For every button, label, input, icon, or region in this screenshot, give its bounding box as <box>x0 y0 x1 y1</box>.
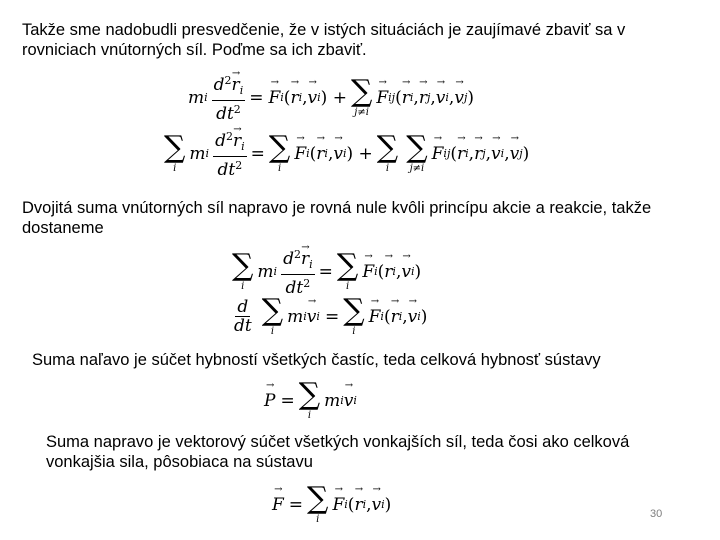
equation-momentum-derivative: $\frac{d}{dt}$ ∑ i m i → v i = ∑ i → F i ( → r i , → v i ) <box>228 296 427 337</box>
paragraph-right-sum: Suma napravo je vektorový súčet všetkých vonkajších síl, teda čosi ako celková vonkajšia sila, pôsobiaca na sústavu <box>46 433 630 471</box>
equation-newton-single: m i $\frac{d^2\to r_i}{dt^2}$ = → F i ( → r i , → v i ) + ∑ j≠i → F ij ( → r i , → r j , → v i , → v j ) <box>188 72 474 123</box>
paragraph-double-sum: Dvojitá suma vnútorných síl napravo je rovná nule kvôli princípu akcie a reakcie, takže dostaneme <box>22 199 652 237</box>
equation-newton-summed: ∑ i m i $\frac{d^2\to r_i}{dt^2}$ = ∑ i → F i ( → r i , → v i ) + ∑ i ∑ j≠i → F ij ( → r i , → r j , → v i , → v j ) <box>160 128 529 179</box>
paragraph-intro: Takže sme nadobudli presvedčenie, že v istých situáciách je zaujímavé zbaviť sa v rovniciach vnútorných síl. Poďme sa ich zbaviť. <box>22 21 626 59</box>
paragraph-left-sum: Suma naľavo je súčet hybností všetkých častíc, teda celková hybnosť sústavy <box>32 351 601 369</box>
equation-total-momentum: → P = ∑ i m i → v i <box>264 380 357 421</box>
equation-external-forces: ∑ i m i $\frac{d^2\to r_i}{dt^2}$ = ∑ i → F i ( → r i , → v i ) <box>228 246 421 297</box>
equation-total-force: → F = ∑ i → F i ( → r i , → v i ) <box>272 484 391 525</box>
page-number: 30 <box>650 508 663 520</box>
